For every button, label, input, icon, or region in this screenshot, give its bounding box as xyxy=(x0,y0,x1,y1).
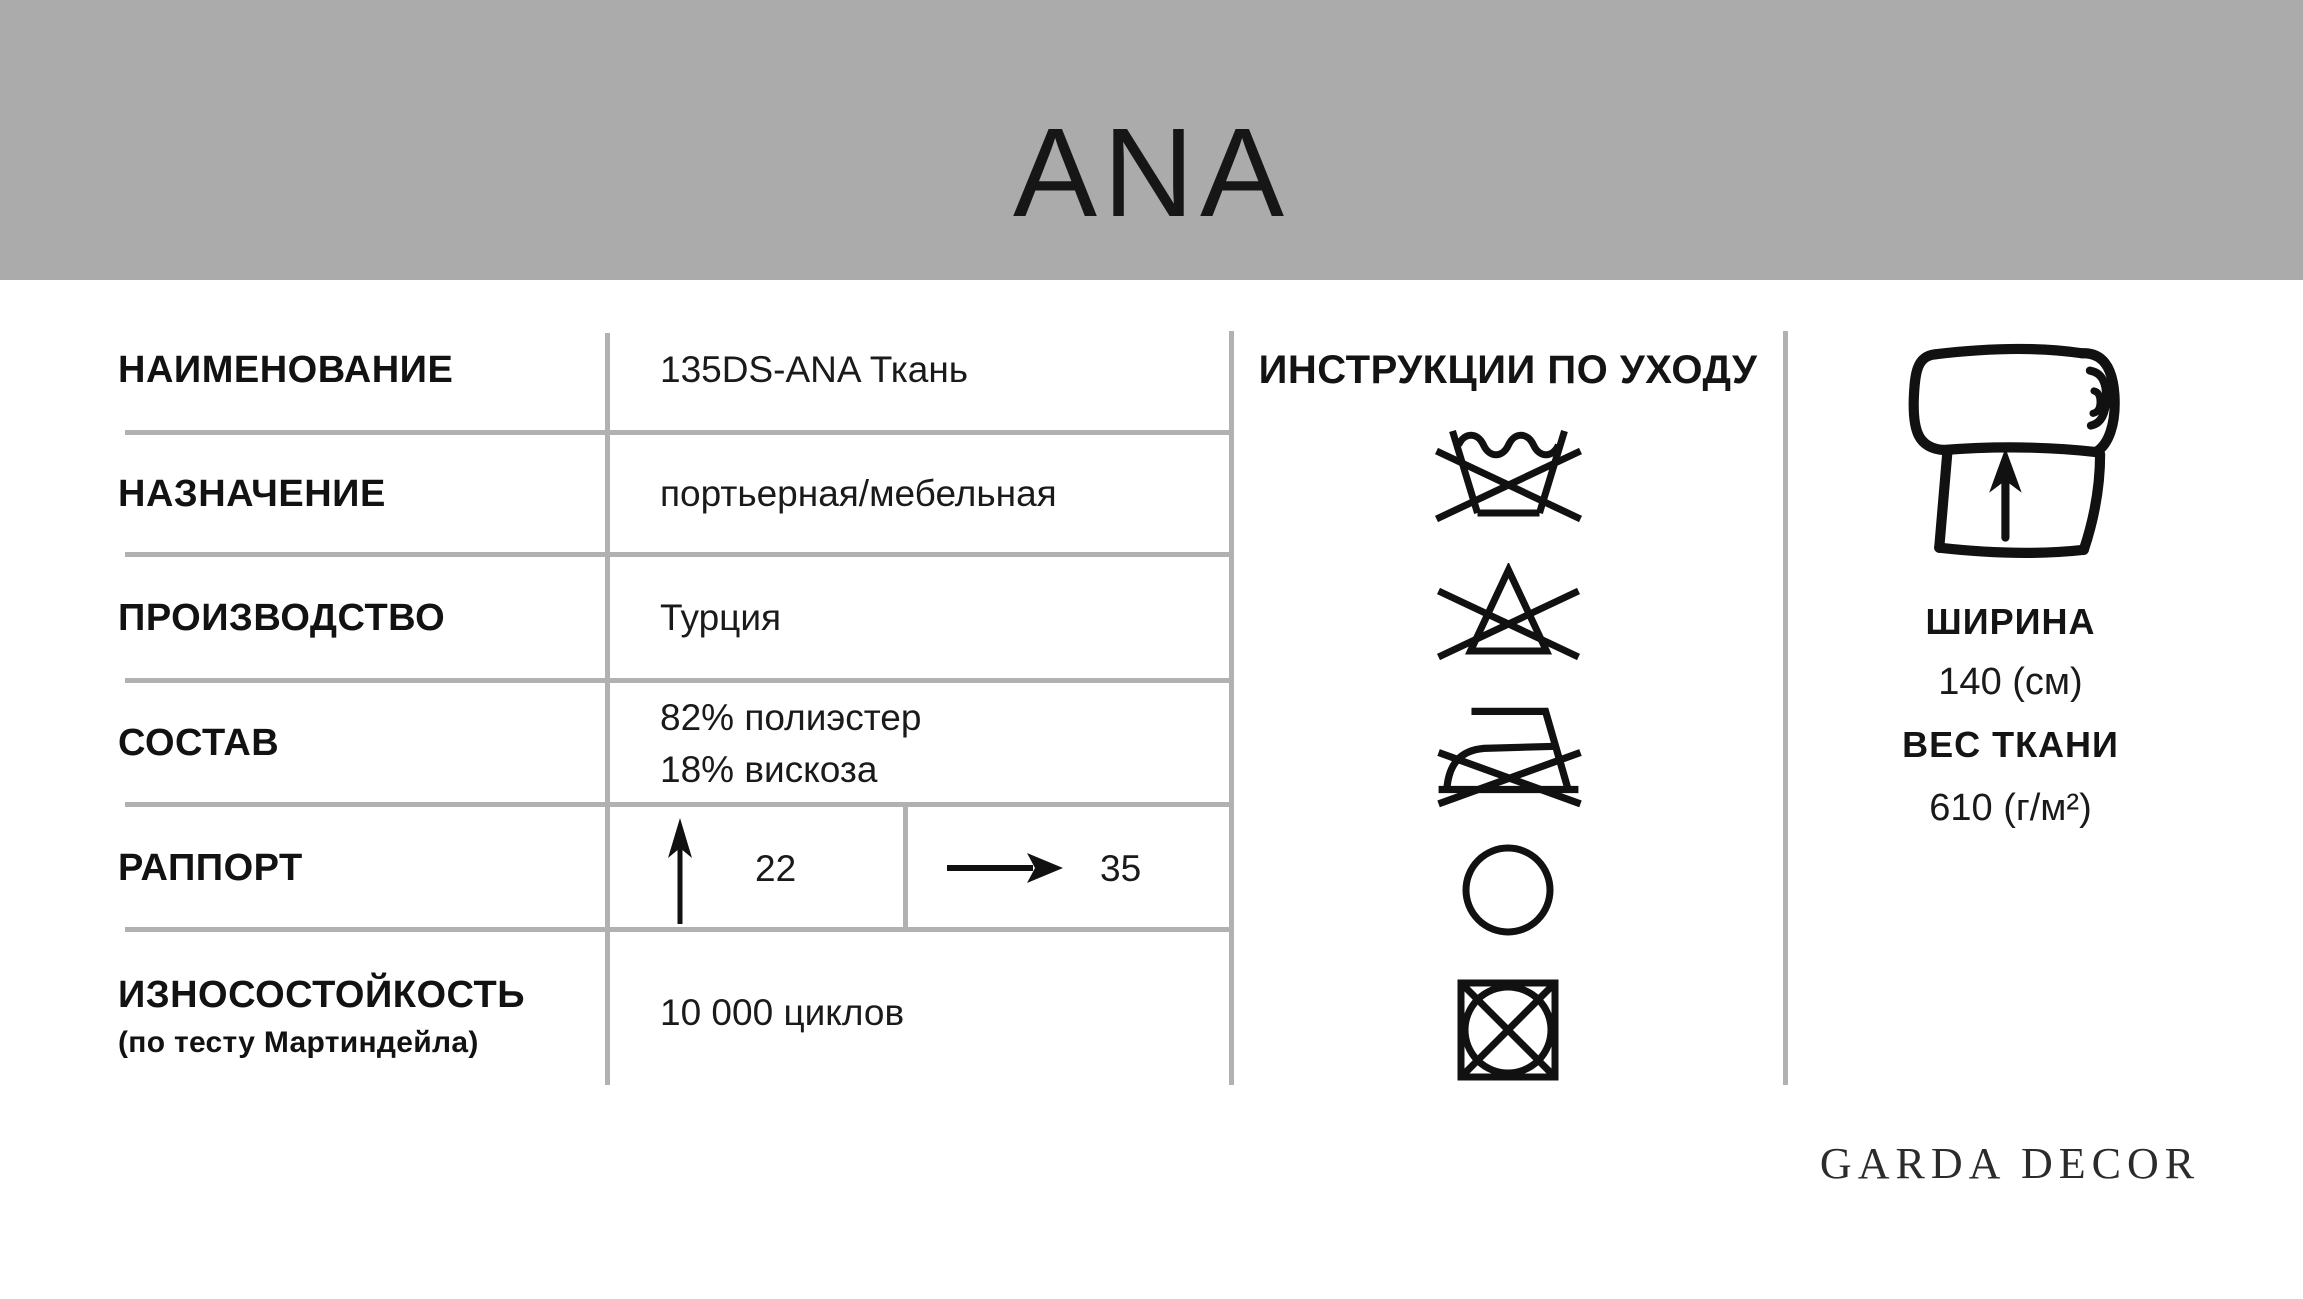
row-label-name: НАИМЕНОВАНИЕ xyxy=(118,349,454,391)
do-not-tumble-dry-icon xyxy=(1456,978,1560,1082)
horizontal-repeat-value: 35 xyxy=(1100,848,1142,889)
row-label-composition: СОСТАВ xyxy=(118,722,280,764)
row-divider-5 xyxy=(125,927,1233,932)
horizontal-repeat-arrow-icon xyxy=(945,850,1065,886)
row-divider-2 xyxy=(125,552,1233,557)
durability-note: (по тесту Мартиндейла) xyxy=(118,1026,479,1059)
weight-label: ВЕС ТКАНИ xyxy=(1902,724,2119,765)
do-not-wash-icon xyxy=(1426,426,1591,526)
fabric-roll-icon xyxy=(1895,338,2125,562)
brand-logo: GARDA DECOR xyxy=(1819,1139,2201,1188)
row-label-production: ПРОИЗВОДСТВО xyxy=(118,597,446,639)
page-title: ANA xyxy=(1012,102,1291,243)
composition-line-2: 18% вискоза xyxy=(660,749,878,790)
table-column-divider xyxy=(605,333,610,1085)
row-label-repeat: РАППОРТ xyxy=(118,847,303,889)
care-section-divider xyxy=(1229,331,1234,1085)
width-value: 140 (см) xyxy=(1938,661,2083,703)
row-value-name: 135DS-ANA Ткань xyxy=(660,349,969,390)
row-label-purpose: НАЗНАЧЕНИЕ xyxy=(118,473,386,515)
row-divider-4 xyxy=(125,802,1233,807)
weight-value: 610 (г/м²) xyxy=(1929,787,2092,829)
row-divider-3 xyxy=(125,678,1233,683)
dry-clean-circle-icon xyxy=(1460,842,1556,938)
row-value-composition xyxy=(660,692,921,796)
row-label-durability xyxy=(118,971,525,1063)
vertical-repeat-arrow-icon xyxy=(664,816,696,926)
vertical-repeat-value: 22 xyxy=(755,848,797,889)
row-value-durability: 10 000 циклов xyxy=(660,992,905,1033)
do-not-bleach-icon xyxy=(1426,563,1591,663)
repeat-cell-divider xyxy=(903,806,908,928)
durability-label: ИЗНОСОСТОЙКОСТЬ xyxy=(118,974,526,1016)
composition-line-1: 82% полиэстер xyxy=(660,697,922,738)
row-value-production: Турция xyxy=(660,597,782,638)
do-not-iron-icon xyxy=(1426,699,1591,808)
dimensions-section-divider xyxy=(1783,331,1788,1085)
row-divider-1 xyxy=(125,430,1233,435)
row-value-purpose: портьерная/мебельная xyxy=(660,473,1057,514)
width-label: ШИРИНА xyxy=(1925,601,2096,642)
care-instructions-title: ИНСТРУКЦИИ ПО УХОДУ xyxy=(1258,348,1758,392)
